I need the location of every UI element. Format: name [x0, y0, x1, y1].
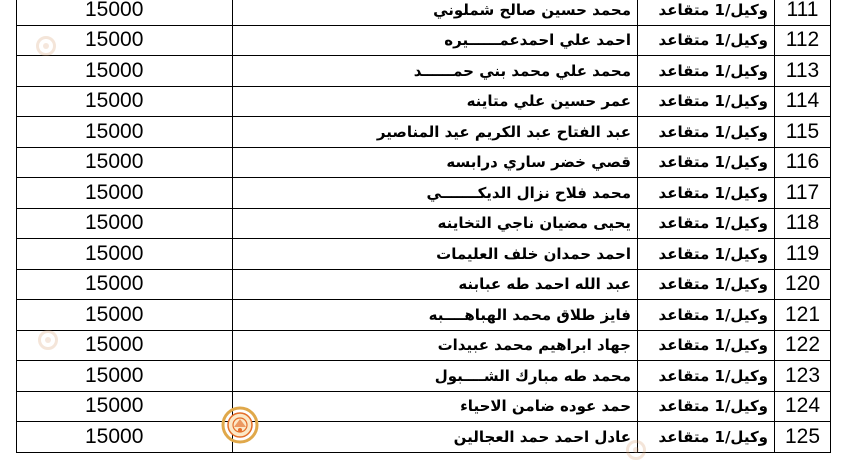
amount-cell: 15000 — [17, 300, 233, 331]
rank-cell: وكيل/1 متقاعد — [638, 0, 775, 25]
table-row — [17, 239, 831, 270]
table-row — [17, 25, 831, 56]
amount-cell: 15000 — [17, 86, 233, 117]
name-cell: محمد علي محمد بني حمــــــد — [233, 56, 638, 87]
amount-cell: 15000 — [17, 56, 233, 87]
rank-cell: وكيل/1 متقاعد — [638, 361, 775, 392]
serial-number-cell: 118 — [775, 208, 831, 239]
rank-cell: وكيل/1 متقاعد — [638, 300, 775, 331]
amount-cell: 15000 — [17, 0, 233, 25]
serial-number-cell: 125 — [775, 422, 831, 453]
serial-number-cell: 113 — [775, 56, 831, 87]
name-cell: احمد حمدان خلف العليمات — [233, 239, 638, 270]
rank-cell: وكيل/1 متقاعد — [638, 208, 775, 239]
roster-table — [16, 0, 831, 453]
serial-number-cell: 119 — [775, 239, 831, 270]
rank-cell: وكيل/1 متقاعد — [638, 391, 775, 422]
name-cell: قصي خضر ساري درابسه — [233, 147, 638, 178]
name-cell: عمر حسين علي متاينه — [233, 86, 638, 117]
rank-cell: وكيل/1 متقاعد — [638, 269, 775, 300]
rank-cell: وكيل/1 متقاعد — [638, 239, 775, 270]
serial-number-cell: 124 — [775, 391, 831, 422]
table-row — [17, 208, 831, 239]
table-row — [17, 178, 831, 209]
name-cell: عادل احمد حمد العجالين — [233, 422, 638, 453]
table-row — [17, 361, 831, 392]
table-row — [17, 147, 831, 178]
rank-cell: وكيل/1 متقاعد — [638, 25, 775, 56]
table-row — [17, 422, 831, 453]
table-row — [17, 56, 831, 87]
rank-cell: وكيل/1 متقاعد — [638, 117, 775, 148]
roster-body — [17, 0, 831, 452]
name-cell: محمد فلاح نزال الديكـــــــي — [233, 178, 638, 209]
serial-number-cell: 112 — [775, 25, 831, 56]
table-row — [17, 300, 831, 331]
amount-cell: 15000 — [17, 117, 233, 148]
serial-number-cell: 114 — [775, 86, 831, 117]
name-cell: محمد طه مبارك الشــــبول — [233, 361, 638, 392]
name-cell: فايز طلاق محمد الهباهــــبه — [233, 300, 638, 331]
amount-cell: 15000 — [17, 208, 233, 239]
serial-number-cell: 123 — [775, 361, 831, 392]
serial-number-cell: 116 — [775, 147, 831, 178]
name-cell: احمد علي احمدعمــــــيره — [233, 25, 638, 56]
amount-cell: 15000 — [17, 269, 233, 300]
amount-cell: 15000 — [17, 330, 233, 361]
table-row — [17, 330, 831, 361]
table-row — [17, 86, 831, 117]
name-cell: يحيى مضيان ناجي التخاينه — [233, 208, 638, 239]
name-cell: محمد حسين صالح شملوني — [233, 0, 638, 25]
amount-cell: 15000 — [17, 147, 233, 178]
rank-cell: وكيل/1 متقاعد — [638, 86, 775, 117]
amount-cell: 15000 — [17, 422, 233, 453]
rank-cell: وكيل/1 متقاعد — [638, 178, 775, 209]
amount-cell: 15000 — [17, 391, 233, 422]
serial-number-cell: 120 — [775, 269, 831, 300]
amount-cell: 15000 — [17, 239, 233, 270]
rank-cell: وكيل/1 متقاعد — [638, 330, 775, 361]
serial-number-cell: 115 — [775, 117, 831, 148]
serial-number-cell: 111 — [775, 0, 831, 25]
amount-cell: 15000 — [17, 25, 233, 56]
table-row — [17, 269, 831, 300]
table-row — [17, 391, 831, 422]
name-cell: عبد الله احمد طه عبابنه — [233, 269, 638, 300]
name-cell: حمد عوده ضامن الاحياء — [233, 391, 638, 422]
table-row — [17, 0, 831, 25]
rank-cell: وكيل/1 متقاعد — [638, 147, 775, 178]
table-row — [17, 117, 831, 148]
rank-cell: وكيل/1 متقاعد — [638, 56, 775, 87]
amount-cell: 15000 — [17, 178, 233, 209]
rank-cell: وكيل/1 متقاعد — [638, 422, 775, 453]
serial-number-cell: 122 — [775, 330, 831, 361]
serial-number-cell: 121 — [775, 300, 831, 331]
amount-cell: 15000 — [17, 361, 233, 392]
serial-number-cell: 117 — [775, 178, 831, 209]
name-cell: جهاد ابراهيم محمد عبيدات — [233, 330, 638, 361]
name-cell: عبد الفتاح عبد الكريم عيد المناصير — [233, 117, 638, 148]
